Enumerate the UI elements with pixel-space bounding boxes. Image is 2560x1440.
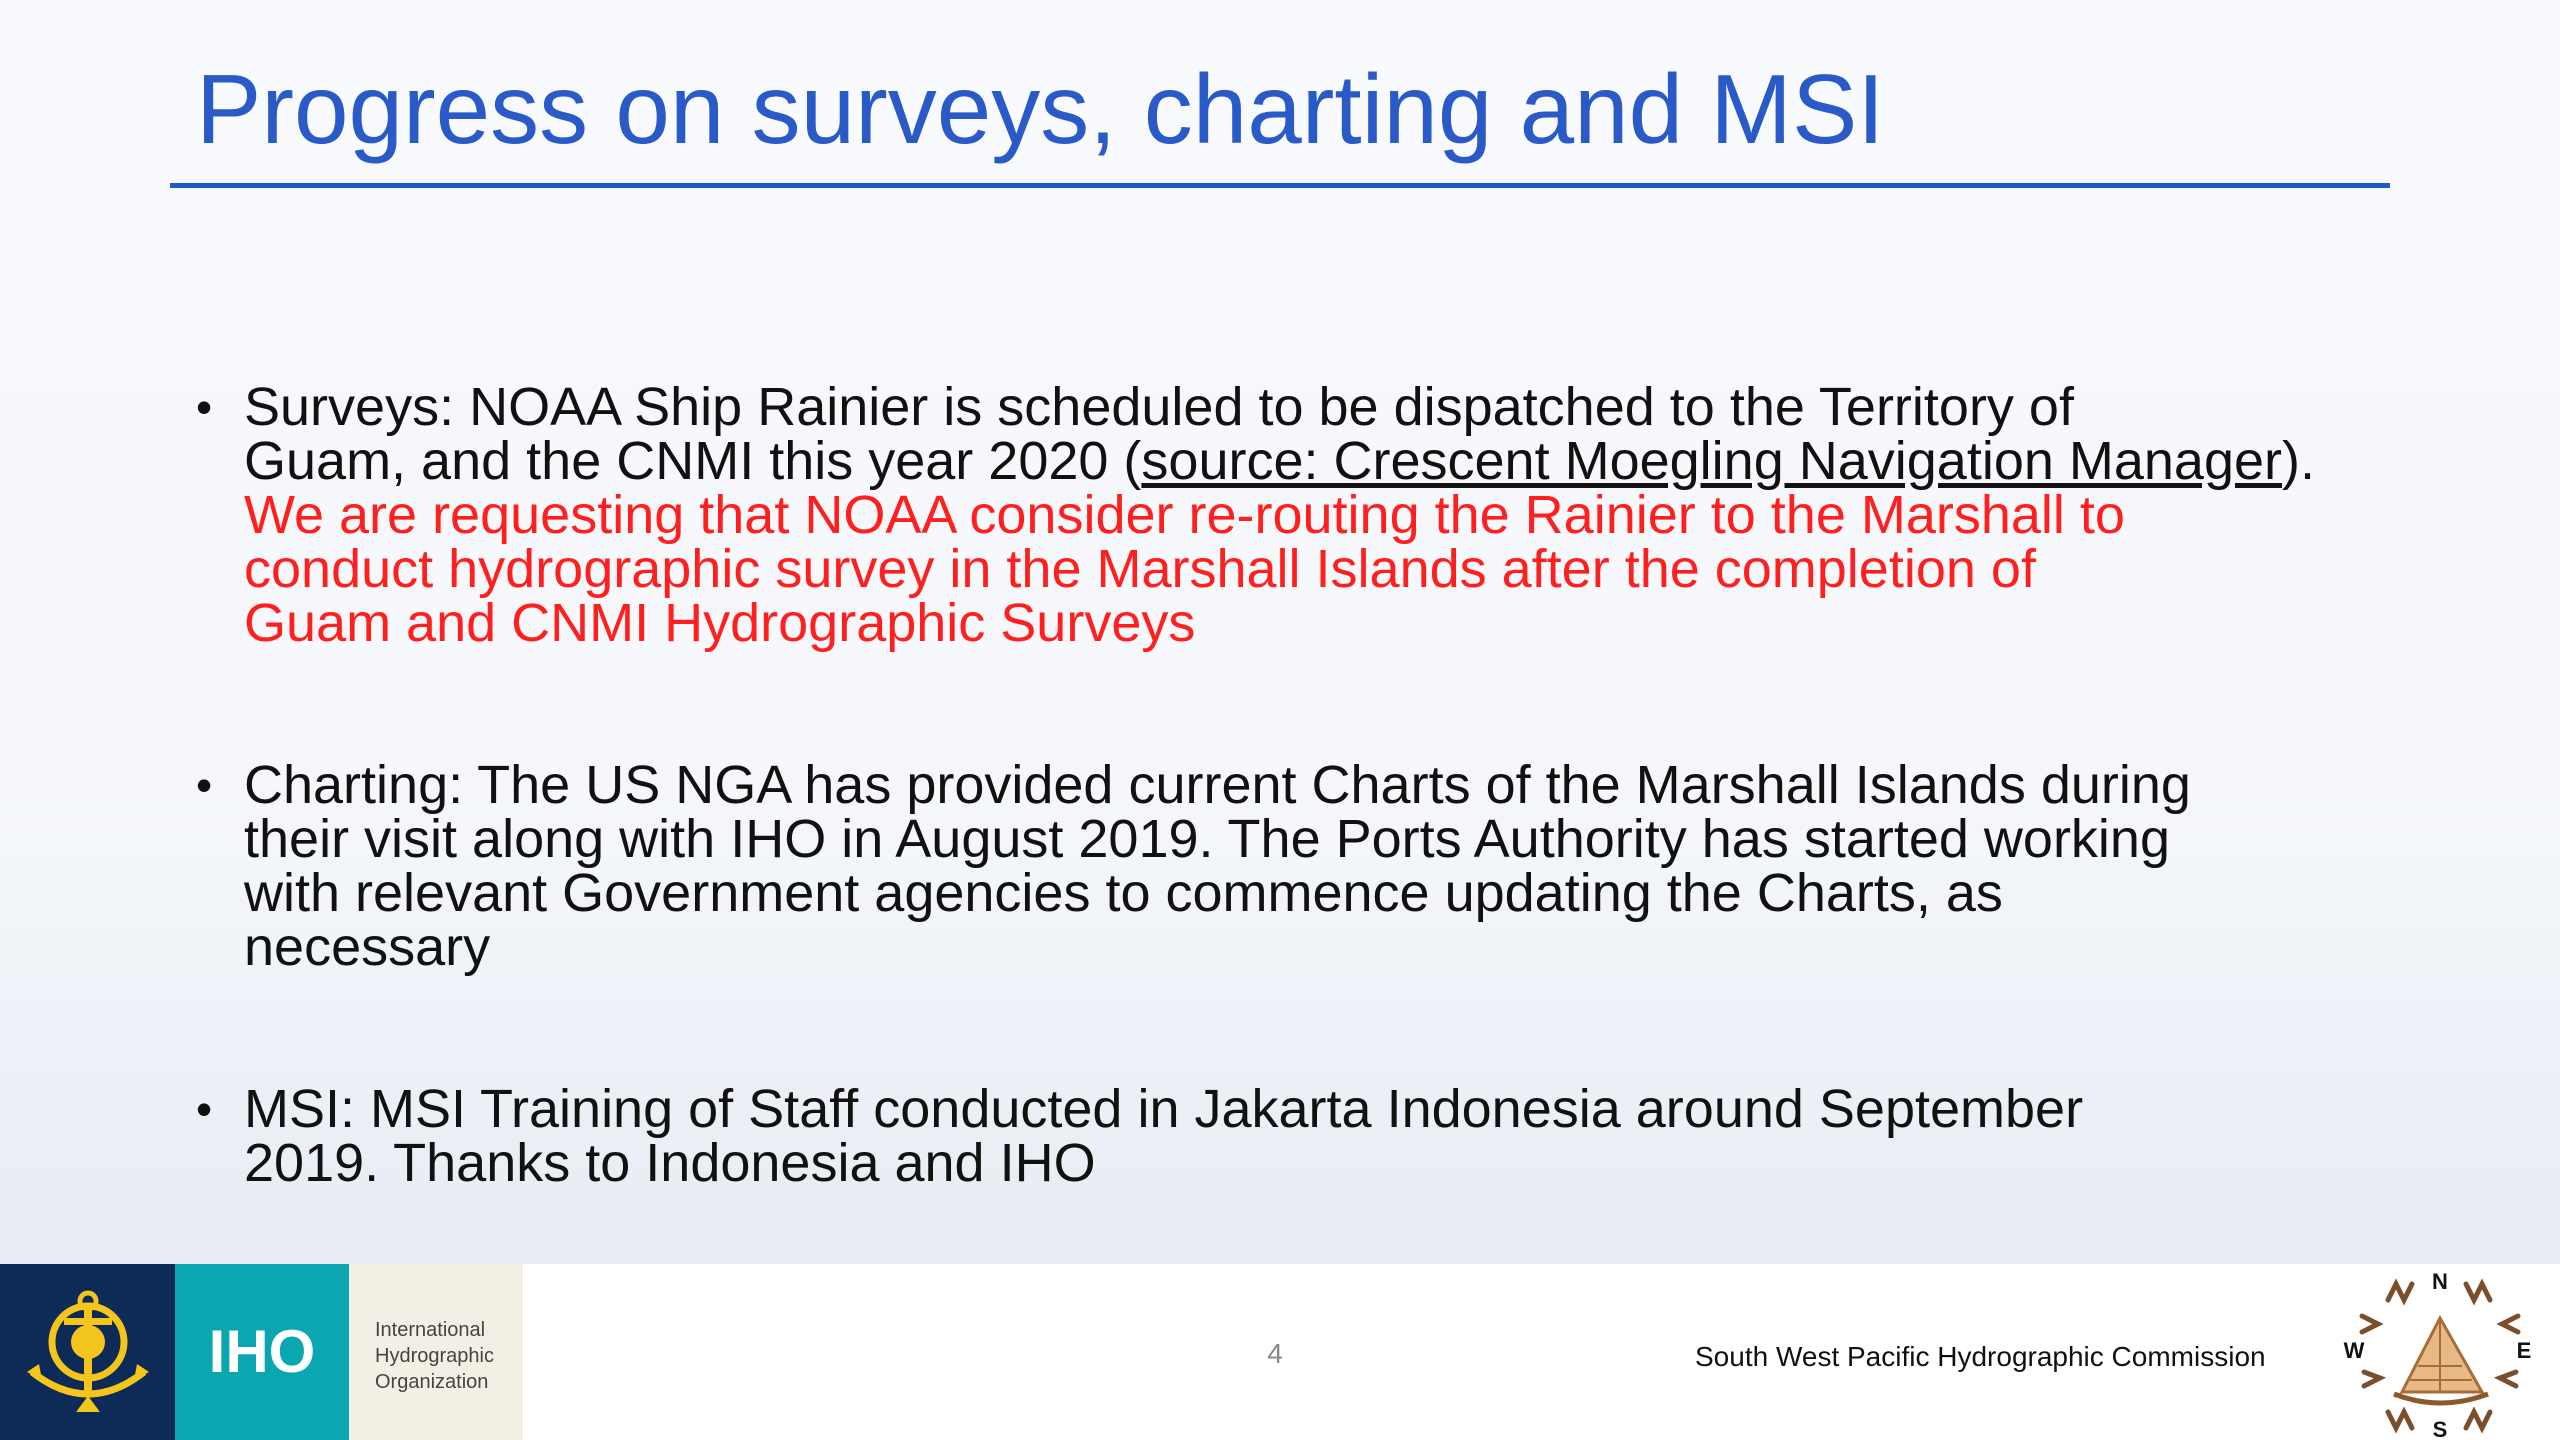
iho-crest-panel bbox=[0, 1264, 175, 1440]
surveys-line-2 bbox=[244, 431, 2376, 491]
slide-title: Progress on surveys, charting and MSI bbox=[196, 54, 1885, 164]
bullet-list bbox=[196, 377, 2376, 1193]
iho-name-panel bbox=[349, 1264, 523, 1440]
compass-e-label: E bbox=[2516, 1338, 2532, 1363]
iho-name-line-2: Hydrographic bbox=[375, 1345, 494, 1367]
msi-line-2: 2019. Thanks to Indonesia and IHO bbox=[244, 1133, 1096, 1193]
compass-n-label: N bbox=[2432, 1269, 2448, 1294]
compass-s-label: S bbox=[2432, 1417, 2448, 1440]
charting-line-3: with relevant Government agencies to commence updating the Charts, as bbox=[244, 863, 2003, 923]
iho-name-line-1: International bbox=[375, 1319, 486, 1341]
footer-organization: South West Pacific Hydrographic Commission bbox=[1695, 1341, 2266, 1372]
charting-line-1: Charting: The US NGA has provided current Charts of the Marshall Islands during bbox=[244, 755, 2191, 815]
page-number: 4 bbox=[1267, 1338, 1283, 1369]
surveys-request-line-2: conduct hydrographic survey in the Marshall Islands after the completion of bbox=[244, 539, 2036, 599]
surveys-request-line-3: Guam and CNMI Hydrographic Surveys bbox=[244, 593, 1196, 653]
msi-line-1: MSI: MSI Training of Staff conducted in Jakarta Indonesia around September bbox=[244, 1079, 2084, 1139]
title-underline bbox=[170, 183, 2390, 188]
bullet-dot-icon: • bbox=[196, 759, 213, 811]
bullet-dot-icon: • bbox=[196, 1083, 213, 1135]
compass-w-label: W bbox=[2343, 1338, 2365, 1363]
charting-line-4: necessary bbox=[244, 917, 491, 977]
charting-line-2: their visit along with IHO in August 2019. The Ports Authority has started working bbox=[244, 809, 2170, 869]
iho-acronym: IHO bbox=[175, 1264, 349, 1440]
swphc-compass-logo bbox=[2340, 1262, 2540, 1440]
bullet-msi bbox=[196, 1079, 2376, 1193]
bullet-charting bbox=[196, 755, 2376, 977]
iho-crest-icon bbox=[18, 1284, 158, 1424]
surveys-line-2-text: Guam, and the CNMI this year 2020 ( bbox=[244, 431, 1142, 491]
bullet-surveys bbox=[196, 377, 2376, 653]
surveys-source-link: source: Crescent Moegling Navigation Manager bbox=[1141, 431, 2283, 491]
surveys-request-line-1: We are requesting that NOAA consider re-routing the Rainier to the Marshall to bbox=[244, 485, 2125, 545]
bullet-dot-icon: • bbox=[196, 381, 213, 433]
surveys-source-close: ). bbox=[2282, 431, 2316, 491]
surveys-line-1: Surveys: NOAA Ship Rainier is scheduled to be dispatched to the Territory of bbox=[244, 377, 2074, 437]
iho-name-line-3: Organization bbox=[375, 1371, 489, 1393]
